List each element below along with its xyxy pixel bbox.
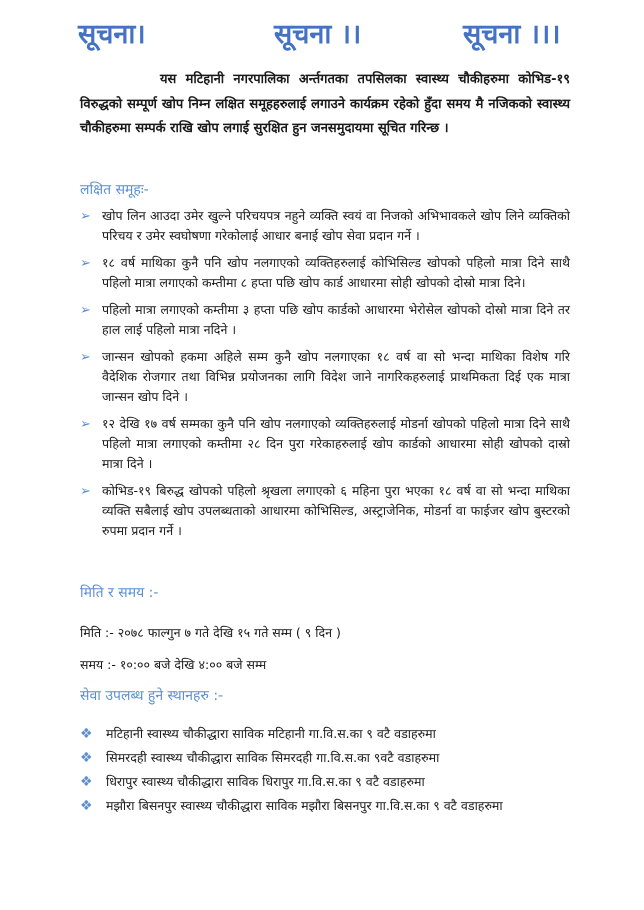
list-item <box>80 772 570 792</box>
list-item-text: मटिहानी स्वास्थ्य चौकीद्धारा साविक मटिहानी गा.वि.स.का ९ वटै वडाहरुमा <box>106 726 436 741</box>
time-line: समय :- १०:०० बजे देखि ४:०० बजे सम्म <box>80 657 267 672</box>
arrow-bullet-icon: ➢ <box>80 350 91 365</box>
list-item-text: १८ वर्ष माथिका कुनै पनि खोप नलगाएको व्यक्तिहरुलाई कोभिसिल्ड खोपको पहिलो मात्रा दिने साथै पहिलो मात्रा लगाएको कम्तीमा ८ हप्ता पछि खोप कार्ड आधारमा सोही खोपको दोस्रो मात्रा दिने। <box>102 255 570 290</box>
locations-list <box>80 724 570 820</box>
list-item <box>80 724 570 744</box>
date-line: मिति :- २०७८ फाल्गुन ७ गते देखि १५ गते सम्म ( ९ दिन ) <box>80 625 341 640</box>
list-item-text: जान्सन खोपको हकमा अहिले सम्म कुनै खोप नलगाएका १८ वर्ष वा सो भन्दा माथिका विशेष गरि वैदेशिक रोजगार तथा विभिन्न प्रयोजनका लागि विदेश जाने नागरिकहरुलाई प्राथमिकता दिई एक मात्रा जान्सन खोप दिने । <box>102 349 570 404</box>
diamond-bullet-icon: ❖ <box>80 726 93 742</box>
diamond-bullet-icon: ❖ <box>80 774 93 790</box>
notice-title-1: सूचना। <box>78 19 146 50</box>
list-item <box>80 206 570 246</box>
notice-title-2: सूचना ।। <box>274 19 362 50</box>
list-item-text: धिरापुर स्वास्थ्य चौकीद्धारा साविक धिरापुर गा.वि.स.का ९ वटै वडाहरुमा <box>106 774 425 789</box>
intro-paragraph: यस मटिहानी नगरपालिका अर्न्तगतका तपसिलका स्वास्थ्य चौकीहरुमा कोभिड-१९ विरुद्धको सम्पूर्ण खोप निम्न लक्षित समूहहरुलाई लगाउने कार्यक्रम रहेको हुँदा समय मै नजिकको स्वास्थ्य चौकीहरुमा सम्पर्क राखि खोप लगाई सुरक्षित हुन जनसमुदायमा सूचित गरिन्छ । <box>80 72 570 136</box>
list-item <box>80 347 570 407</box>
list-item <box>80 796 570 816</box>
arrow-bullet-icon: ➢ <box>80 417 91 432</box>
list-item-text: सिमरदही स्वास्थ्य चौकीद्धारा साविक सिमरदही गा.वि.स.का ९वटै वडाहरुमा <box>106 750 440 765</box>
target-groups-heading: लक्षित समूहः- <box>80 182 149 198</box>
arrow-bullet-icon: ➢ <box>80 303 91 318</box>
notice-title-3: सूचना ।।। <box>463 19 561 50</box>
list-item <box>80 748 570 768</box>
list-item-text: खोप लिन आउदा उमेर खुल्ने परिचयपत्र नहुने व्यक्ति स्वयं वा निजको अभिभावकले खोप लिने व्यक्तिको परिचय र उमेर स्वघोषणा गरेकोलाई आधार बनाई खोप सेवा प्रदान गर्ने । <box>102 208 570 243</box>
list-item <box>80 253 570 293</box>
diamond-bullet-icon: ❖ <box>80 798 93 814</box>
list-item-text: १२ देखि १७ वर्ष सम्मका कुनै पनि खोप नलगाएको व्यक्तिहरुलाई मोडर्ना खोपको पहिलो मात्रा दिने साथै पहिलो मात्रा लगाएको कम्तीमा २८ दिन पुरा गरेकाहरुलाई खोप कार्डको आधारमा सोही खोपको दास्रो मात्रा दिने । <box>102 416 570 471</box>
notice-title-row <box>78 14 578 54</box>
target-groups-list <box>80 206 570 548</box>
arrow-bullet-icon: ➢ <box>80 256 91 271</box>
list-item <box>80 300 570 340</box>
arrow-bullet-icon: ➢ <box>80 484 91 499</box>
arrow-bullet-icon: ➢ <box>80 209 91 224</box>
date-time-heading: मिति र समय :- <box>80 585 159 601</box>
list-item-text: कोभिड-१९ बिरुद्ध खोपको पहिलो श्रृखला लगाएको ६ महिना पुरा भएका १८ वर्ष वा सो भन्दा माथिका व्यक्ति सबैलाई खोप उपलब्धताको आधारमा कोभिसिल्ड, अस्ट्राजेनिक, मोडर्ना वा फाईजर खोप बुस्टरको रुपमा प्रदान गर्ने । <box>102 483 570 538</box>
list-item <box>80 414 570 474</box>
list-item <box>80 481 570 541</box>
locations-heading: सेवा उपलब्ध हुने स्थानहरु :- <box>80 688 224 704</box>
list-item-text: मझौरा बिसनपुर स्वास्थ्य चौकीद्धारा साविक मझौरा बिसनपुर गा.वि.स.का ९ वटै वडाहरुमा <box>106 798 503 813</box>
list-item-text: पहिलो मात्रा लगाएको कम्तीमा ३ हप्ता पछि खोप कार्डको आधारमा भेरोसेल खोपको दोस्रो मात्रा दिने तर हाल लाई पहिलो मात्रा नदिने । <box>102 302 570 337</box>
diamond-bullet-icon: ❖ <box>80 750 93 766</box>
